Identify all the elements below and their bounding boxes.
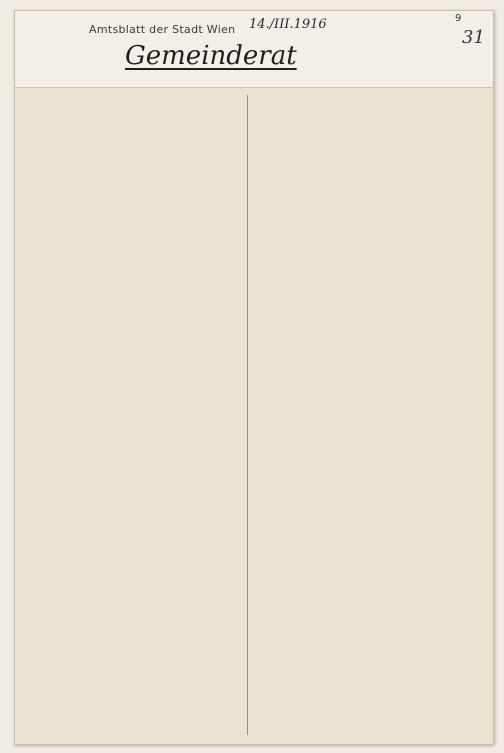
column-divider — [247, 95, 248, 735]
section-title: Gemeinderat — [125, 41, 297, 71]
article-column-left — [37, 95, 237, 731]
newspaper-clipping — [14, 10, 494, 745]
archive-mark: 9 — [455, 13, 462, 24]
source-label: Amtsblatt der Stadt Wien — [89, 23, 236, 36]
article-column-right — [257, 95, 479, 731]
handwritten-date: 14./III.1916 — [249, 17, 327, 32]
clipping-header — [15, 11, 493, 88]
archive-number: 31 — [462, 27, 485, 48]
